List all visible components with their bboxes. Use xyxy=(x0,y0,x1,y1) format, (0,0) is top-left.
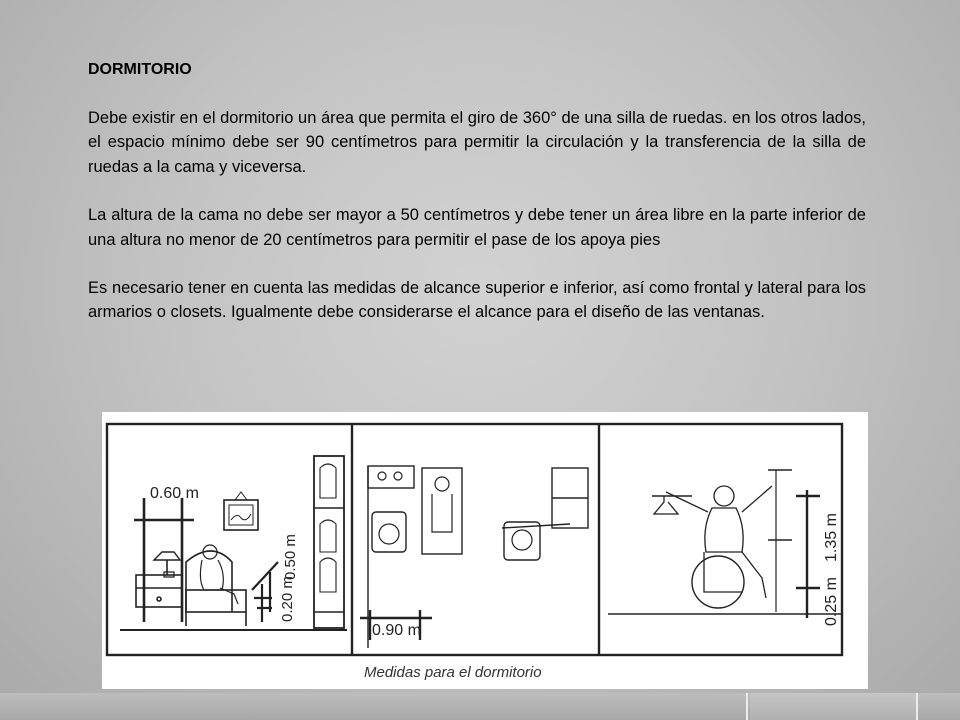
text-content xyxy=(88,58,866,349)
panel-reach xyxy=(608,470,842,626)
bedroom-diagram xyxy=(102,412,868,689)
label-circulation: 0.90 m xyxy=(372,622,421,639)
paragraph-bed-height: La altura de la cama no debe ser mayor a 50 centímetros y debe tener un área libre en la parte inferior de una altura no menor de 20 centímetros para permitir el pase de los apoya pies xyxy=(88,206,866,249)
section-heading: DORMITORIO xyxy=(88,61,192,78)
panel-plan-view xyxy=(360,466,588,648)
paragraph-turning-space: Debe existir en el dormitorio un área que permita el giro de 360° de una silla de ruedas. en los otros lados, el espacio mínimo debe ser 90 centímetros para permitir la circulación y la transferencia de la silla de ruedas a la cama y viceversa. xyxy=(88,109,866,176)
panel-bed-elevation xyxy=(120,456,347,630)
bottom-bar-segment xyxy=(750,693,916,720)
paragraph-reach: Es necesario tener en cuenta las medidas de alcance superior e inferior, así como frontal y lateral para los armarios o closets. Igualmente debe considerarse el alcance para el diseño de las ventanas. xyxy=(88,279,866,322)
figure-caption: Medidas para el dormitorio xyxy=(364,664,542,681)
bedroom-measurements-figure xyxy=(102,412,868,689)
label-bed-height: 0.50 m xyxy=(282,534,299,580)
diagram-frame xyxy=(107,424,842,655)
label-reach-upper: 1.35 m xyxy=(823,513,840,562)
label-reach-lower: 0.25 m xyxy=(823,577,840,626)
label-footrest-gap: 0.20 m xyxy=(279,576,296,622)
bottom-bar-divider xyxy=(746,693,748,720)
label-width-top: 0.60 m xyxy=(150,485,199,502)
bottom-bar-divider xyxy=(916,693,918,720)
